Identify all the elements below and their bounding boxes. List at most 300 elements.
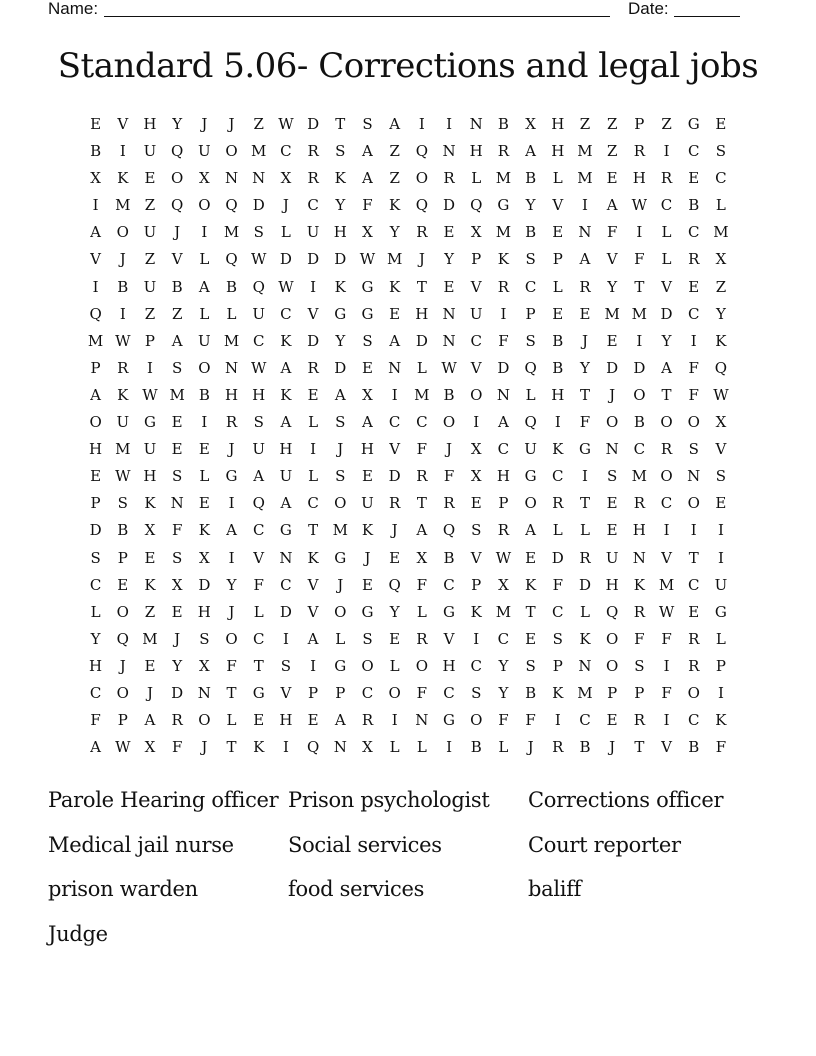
- grid-letter[interactable]: C: [687, 142, 700, 161]
- grid-letter[interactable]: L: [579, 521, 590, 540]
- grid-letter[interactable]: W: [278, 277, 294, 296]
- grid-letter[interactable]: V: [90, 250, 102, 269]
- grid-letter[interactable]: Q: [116, 629, 129, 648]
- grid-letter[interactable]: Y: [498, 683, 509, 702]
- grid-letter[interactable]: C: [280, 142, 292, 161]
- grid-letter[interactable]: V: [389, 440, 401, 459]
- grid-letter[interactable]: K: [198, 521, 210, 540]
- grid-letter[interactable]: Y: [607, 277, 618, 296]
- grid-letter[interactable]: M: [332, 521, 348, 540]
- grid-letter[interactable]: M: [251, 142, 267, 161]
- grid-letter[interactable]: T: [226, 738, 237, 757]
- grid-letter[interactable]: X: [144, 738, 156, 757]
- grid-letter[interactable]: E: [144, 169, 156, 188]
- grid-letter[interactable]: U: [143, 277, 157, 296]
- grid-letter[interactable]: B: [117, 277, 129, 296]
- grid-letter[interactable]: Q: [524, 413, 537, 432]
- grid-letter[interactable]: S: [607, 467, 618, 486]
- grid-letter[interactable]: M: [495, 223, 512, 242]
- grid-letter[interactable]: Y: [335, 331, 346, 350]
- grid-letter[interactable]: E: [307, 385, 319, 404]
- grid-letter[interactable]: R: [552, 738, 564, 757]
- grid-letter[interactable]: Y: [90, 629, 101, 648]
- grid-letter[interactable]: E: [90, 115, 102, 133]
- grid-letter[interactable]: H: [224, 385, 239, 404]
- grid-letter[interactable]: F: [416, 440, 428, 459]
- grid-letter[interactable]: J: [527, 738, 534, 757]
- grid-letter[interactable]: Z: [389, 169, 400, 188]
- grid-letter[interactable]: D: [578, 575, 591, 594]
- grid-letter[interactable]: C: [633, 440, 646, 459]
- grid-letter[interactable]: A: [280, 413, 292, 432]
- grid-letter[interactable]: D: [198, 575, 211, 594]
- grid-letter[interactable]: I: [690, 521, 697, 540]
- grid-letter[interactable]: E: [688, 169, 700, 188]
- grid-letter[interactable]: J: [228, 602, 235, 621]
- grid-letter[interactable]: Q: [415, 196, 428, 215]
- grid-letter[interactable]: C: [579, 711, 591, 730]
- grid-letter[interactable]: F: [634, 629, 645, 648]
- grid-letter[interactable]: A: [90, 385, 102, 404]
- grid-letter[interactable]: Q: [225, 250, 238, 269]
- grid-letter[interactable]: T: [416, 494, 427, 513]
- grid-letter[interactable]: B: [198, 385, 210, 404]
- grid-letter[interactable]: C: [89, 683, 102, 702]
- grid-letter[interactable]: O: [225, 629, 238, 648]
- grid-letter[interactable]: Y: [172, 656, 183, 675]
- grid-letter[interactable]: J: [174, 223, 181, 242]
- grid-letter[interactable]: S: [253, 223, 264, 242]
- grid-letter[interactable]: W: [251, 250, 267, 269]
- grid-letter[interactable]: B: [117, 521, 129, 540]
- grid-letter[interactable]: K: [117, 385, 129, 404]
- grid-letter[interactable]: K: [253, 738, 265, 757]
- grid-letter[interactable]: E: [470, 494, 482, 513]
- grid-letter[interactable]: E: [525, 629, 537, 648]
- grid-letter[interactable]: M: [631, 304, 648, 323]
- grid-letter[interactable]: H: [89, 440, 103, 459]
- grid-letter[interactable]: Y: [226, 575, 237, 594]
- grid-letter[interactable]: Z: [144, 250, 156, 269]
- grid-letter[interactable]: E: [443, 223, 455, 242]
- grid-letter[interactable]: U: [279, 467, 293, 486]
- grid-letter[interactable]: O: [442, 413, 456, 432]
- grid-letter[interactable]: F: [416, 575, 428, 594]
- grid-letter[interactable]: L: [661, 250, 672, 269]
- grid-letter[interactable]: L: [226, 711, 237, 730]
- grid-letter[interactable]: A: [389, 331, 401, 350]
- grid-letter[interactable]: Q: [388, 575, 401, 594]
- grid-letter[interactable]: S: [362, 115, 373, 133]
- grid-letter[interactable]: M: [658, 575, 675, 594]
- grid-letter[interactable]: F: [579, 413, 591, 432]
- grid-letter[interactable]: B: [633, 413, 645, 432]
- grid-letter[interactable]: F: [90, 711, 101, 730]
- grid-letter[interactable]: Z: [661, 115, 672, 133]
- grid-letter[interactable]: E: [253, 711, 265, 730]
- grid-letter[interactable]: I: [554, 413, 561, 432]
- grid-letter[interactable]: K: [470, 602, 482, 621]
- grid-letter[interactable]: I: [119, 304, 126, 323]
- grid-letter[interactable]: R: [579, 548, 591, 567]
- grid-letter[interactable]: T: [416, 277, 427, 296]
- date-blank-line[interactable]: [674, 16, 740, 17]
- grid-letter[interactable]: N: [170, 494, 184, 513]
- grid-letter[interactable]: C: [443, 683, 455, 702]
- grid-letter[interactable]: F: [552, 575, 563, 594]
- grid-letter[interactable]: J: [581, 331, 588, 350]
- grid-letter[interactable]: Z: [606, 142, 618, 161]
- grid-letter[interactable]: O: [334, 602, 347, 621]
- grid-letter[interactable]: U: [143, 223, 157, 242]
- grid-letter[interactable]: K: [552, 440, 564, 459]
- grid-letter[interactable]: U: [524, 440, 537, 459]
- grid-letter[interactable]: I: [663, 521, 670, 540]
- grid-letter[interactable]: I: [663, 142, 670, 161]
- grid-letter[interactable]: V: [307, 304, 319, 323]
- grid-letter[interactable]: M: [87, 331, 104, 350]
- grid-letter[interactable]: H: [197, 602, 211, 621]
- grid-letter[interactable]: S: [362, 331, 373, 350]
- grid-letter[interactable]: R: [497, 521, 510, 540]
- grid-letter[interactable]: W: [713, 385, 729, 404]
- grid-letter[interactable]: D: [388, 467, 401, 486]
- grid-letter[interactable]: D: [307, 115, 320, 133]
- grid-letter[interactable]: X: [171, 575, 183, 594]
- grid-letter[interactable]: E: [606, 331, 618, 350]
- grid-letter[interactable]: A: [171, 331, 183, 350]
- grid-letter[interactable]: F: [606, 223, 618, 242]
- grid-letter[interactable]: O: [606, 413, 619, 432]
- grid-letter[interactable]: B: [688, 196, 700, 215]
- grid-letter[interactable]: I: [717, 521, 724, 540]
- grid-letter[interactable]: E: [552, 304, 564, 323]
- grid-letter[interactable]: S: [634, 656, 645, 675]
- grid-letter[interactable]: P: [525, 304, 536, 323]
- grid-letter[interactable]: C: [552, 467, 564, 486]
- grid-letter[interactable]: H: [415, 304, 429, 323]
- grid-letter[interactable]: S: [688, 440, 699, 459]
- grid-letter[interactable]: Q: [171, 142, 184, 161]
- grid-letter[interactable]: C: [524, 277, 537, 296]
- grid-letter[interactable]: D: [660, 304, 673, 323]
- grid-letter[interactable]: G: [361, 602, 374, 621]
- grid-letter[interactable]: D: [606, 358, 619, 377]
- grid-letter[interactable]: Y: [444, 250, 454, 269]
- grid-letter[interactable]: Y: [715, 304, 726, 323]
- grid-letter[interactable]: P: [552, 250, 563, 269]
- grid-letter[interactable]: J: [337, 440, 344, 459]
- grid-letter[interactable]: D: [497, 358, 510, 377]
- grid-letter[interactable]: G: [143, 413, 156, 432]
- grid-letter[interactable]: A: [144, 711, 156, 730]
- grid-letter[interactable]: R: [117, 358, 129, 377]
- grid-letter[interactable]: Z: [144, 196, 156, 215]
- grid-letter[interactable]: S: [172, 548, 183, 567]
- grid-letter[interactable]: Q: [606, 602, 619, 621]
- grid-letter[interactable]: R: [633, 142, 645, 161]
- grid-letter[interactable]: F: [688, 358, 699, 377]
- grid-letter[interactable]: H: [442, 656, 456, 675]
- grid-letter[interactable]: J: [201, 738, 208, 757]
- grid-letter[interactable]: O: [415, 169, 428, 188]
- grid-letter[interactable]: A: [362, 169, 373, 188]
- grid-letter[interactable]: I: [119, 142, 126, 161]
- grid-letter[interactable]: U: [252, 304, 266, 323]
- grid-letter[interactable]: D: [334, 250, 347, 269]
- grid-letter[interactable]: L: [335, 629, 346, 648]
- grid-letter[interactable]: X: [525, 115, 536, 133]
- grid-letter[interactable]: I: [636, 331, 643, 350]
- grid-letter[interactable]: J: [228, 440, 235, 459]
- grid-letter[interactable]: E: [144, 656, 156, 675]
- grid-letter[interactable]: M: [604, 304, 620, 323]
- grid-letter[interactable]: P: [117, 711, 128, 730]
- grid-letter[interactable]: C: [552, 602, 564, 621]
- grid-letter[interactable]: N: [197, 683, 211, 702]
- grid-letter[interactable]: S: [199, 629, 210, 648]
- grid-letter[interactable]: I: [310, 656, 317, 675]
- grid-letter[interactable]: J: [201, 115, 208, 133]
- grid-letter[interactable]: N: [224, 169, 239, 188]
- grid-letter[interactable]: C: [470, 331, 482, 350]
- grid-letter[interactable]: P: [552, 656, 563, 675]
- grid-letter[interactable]: D: [307, 250, 320, 269]
- grid-letter[interactable]: A: [280, 358, 292, 377]
- grid-letter[interactable]: K: [389, 196, 401, 215]
- grid-letter[interactable]: G: [279, 521, 292, 540]
- grid-letter[interactable]: Y: [580, 358, 590, 377]
- grid-letter[interactable]: M: [142, 629, 158, 648]
- grid-letter[interactable]: A: [579, 250, 591, 269]
- grid-letter[interactable]: F: [226, 656, 237, 675]
- grid-letter[interactable]: L: [525, 385, 536, 404]
- grid-letter[interactable]: E: [715, 115, 727, 133]
- grid-letter[interactable]: L: [552, 169, 563, 188]
- grid-letter[interactable]: K: [144, 494, 156, 513]
- grid-letter[interactable]: K: [497, 250, 510, 269]
- grid-letter[interactable]: E: [198, 440, 210, 459]
- grid-letter[interactable]: N: [578, 656, 592, 675]
- grid-letter[interactable]: M: [495, 169, 512, 188]
- grid-letter[interactable]: T: [226, 683, 237, 702]
- grid-letter[interactable]: I: [391, 711, 398, 730]
- grid-letter[interactable]: C: [280, 304, 292, 323]
- grid-letter[interactable]: S: [471, 683, 482, 702]
- grid-letter[interactable]: C: [388, 413, 401, 432]
- grid-letter[interactable]: S: [715, 142, 727, 161]
- grid-letter[interactable]: T: [308, 521, 319, 540]
- grid-letter[interactable]: N: [252, 169, 266, 188]
- grid-letter[interactable]: F: [688, 385, 699, 404]
- grid-letter[interactable]: Y: [389, 602, 400, 621]
- grid-letter[interactable]: I: [310, 277, 317, 296]
- grid-letter[interactable]: L: [579, 602, 590, 621]
- grid-letter[interactable]: J: [337, 575, 344, 594]
- grid-letter[interactable]: V: [280, 683, 292, 702]
- grid-letter[interactable]: T: [579, 385, 590, 404]
- grid-letter[interactable]: V: [661, 548, 672, 567]
- grid-letter[interactable]: N: [496, 385, 510, 404]
- grid-letter[interactable]: O: [660, 467, 673, 486]
- grid-letter[interactable]: H: [252, 385, 266, 404]
- grid-letter[interactable]: M: [169, 385, 185, 404]
- grid-letter[interactable]: Z: [144, 304, 156, 323]
- grid-letter[interactable]: C: [687, 711, 700, 730]
- grid-letter[interactable]: I: [446, 115, 452, 133]
- grid-letter[interactable]: X: [416, 548, 428, 567]
- grid-letter[interactable]: X: [470, 467, 482, 486]
- grid-letter[interactable]: U: [143, 440, 157, 459]
- grid-letter[interactable]: C: [687, 575, 700, 594]
- grid-letter[interactable]: O: [198, 358, 211, 377]
- name-blank-line[interactable]: [104, 16, 610, 17]
- grid-letter[interactable]: I: [282, 738, 289, 757]
- grid-letter[interactable]: L: [253, 602, 264, 621]
- grid-letter[interactable]: E: [307, 711, 319, 730]
- grid-letter[interactable]: O: [334, 494, 347, 513]
- grid-letter[interactable]: K: [334, 277, 346, 296]
- grid-letter[interactable]: R: [416, 629, 428, 648]
- grid-letter[interactable]: M: [115, 440, 131, 459]
- grid-letter[interactable]: U: [198, 142, 211, 161]
- grid-letter[interactable]: K: [633, 575, 645, 594]
- grid-letter[interactable]: M: [577, 142, 593, 161]
- grid-letter[interactable]: A: [389, 115, 401, 133]
- grid-letter[interactable]: P: [634, 683, 645, 702]
- grid-letter[interactable]: E: [361, 467, 373, 486]
- grid-letter[interactable]: O: [225, 142, 238, 161]
- grid-letter[interactable]: L: [715, 629, 726, 648]
- grid-letter[interactable]: I: [554, 711, 561, 730]
- grid-letter[interactable]: A: [334, 711, 346, 730]
- grid-letter[interactable]: B: [443, 385, 455, 404]
- grid-letter[interactable]: V: [307, 602, 319, 621]
- grid-letter[interactable]: U: [469, 304, 483, 323]
- grid-letter[interactable]: K: [524, 575, 537, 594]
- grid-letter[interactable]: L: [199, 304, 210, 323]
- grid-letter[interactable]: R: [633, 494, 645, 513]
- grid-letter[interactable]: J: [391, 521, 398, 540]
- grid-letter[interactable]: R: [443, 169, 455, 188]
- grid-letter[interactable]: V: [552, 196, 564, 215]
- grid-letter[interactable]: I: [663, 711, 670, 730]
- grid-letter[interactable]: H: [143, 467, 157, 486]
- grid-letter[interactable]: F: [498, 331, 509, 350]
- grid-letter[interactable]: M: [115, 196, 131, 215]
- grid-letter[interactable]: H: [551, 385, 565, 404]
- grid-letter[interactable]: L: [498, 738, 509, 757]
- grid-letter[interactable]: A: [307, 629, 319, 648]
- grid-letter[interactable]: C: [660, 494, 673, 513]
- grid-letter[interactable]: G: [578, 440, 591, 459]
- grid-letter[interactable]: J: [364, 548, 371, 567]
- grid-letter[interactable]: R: [416, 223, 428, 242]
- grid-letter[interactable]: F: [171, 738, 183, 757]
- grid-letter[interactable]: A: [362, 142, 373, 161]
- grid-letter[interactable]: E: [606, 494, 618, 513]
- grid-letter[interactable]: Y: [525, 196, 536, 215]
- grid-letter[interactable]: F: [661, 629, 672, 648]
- grid-letter[interactable]: N: [415, 711, 429, 730]
- grid-letter[interactable]: Y: [172, 115, 183, 133]
- grid-letter[interactable]: T: [525, 602, 536, 621]
- grid-letter[interactable]: O: [171, 169, 184, 188]
- grid-letter[interactable]: E: [171, 602, 183, 621]
- grid-letter[interactable]: D: [307, 331, 320, 350]
- grid-letter[interactable]: W: [441, 358, 457, 377]
- grid-letter[interactable]: O: [524, 494, 537, 513]
- grid-letter[interactable]: H: [89, 656, 103, 675]
- grid-letter[interactable]: H: [551, 115, 565, 133]
- grid-letter[interactable]: I: [147, 358, 153, 377]
- grid-letter[interactable]: L: [280, 223, 291, 242]
- grid-letter[interactable]: E: [198, 494, 210, 513]
- grid-letter[interactable]: D: [89, 521, 102, 540]
- grid-letter[interactable]: R: [171, 711, 183, 730]
- grid-letter[interactable]: L: [552, 521, 563, 540]
- grid-letter[interactable]: W: [631, 196, 648, 215]
- grid-letter[interactable]: I: [201, 223, 208, 242]
- grid-letter[interactable]: R: [443, 494, 455, 513]
- grid-letter[interactable]: J: [146, 683, 153, 702]
- grid-letter[interactable]: W: [495, 548, 512, 567]
- grid-letter[interactable]: U: [361, 494, 374, 513]
- grid-letter[interactable]: J: [446, 440, 453, 459]
- grid-letter[interactable]: R: [307, 358, 319, 377]
- grid-letter[interactable]: I: [391, 385, 398, 404]
- grid-letter[interactable]: D: [334, 358, 347, 377]
- grid-letter[interactable]: I: [636, 223, 643, 242]
- grid-letter[interactable]: D: [633, 358, 646, 377]
- grid-letter[interactable]: J: [609, 738, 616, 757]
- grid-letter[interactable]: F: [525, 711, 536, 730]
- grid-letter[interactable]: O: [116, 602, 129, 621]
- grid-letter[interactable]: X: [280, 169, 292, 188]
- grid-letter[interactable]: L: [471, 169, 482, 188]
- grid-letter[interactable]: E: [525, 548, 537, 567]
- grid-letter[interactable]: C: [361, 683, 374, 702]
- grid-letter[interactable]: K: [715, 331, 727, 350]
- grid-letter[interactable]: Z: [253, 115, 264, 133]
- grid-letter[interactable]: G: [225, 467, 238, 486]
- grid-letter[interactable]: U: [605, 548, 619, 567]
- grid-letter[interactable]: H: [143, 115, 157, 133]
- grid-letter[interactable]: O: [198, 196, 211, 215]
- grid-letter[interactable]: G: [443, 711, 456, 730]
- grid-letter[interactable]: E: [171, 413, 183, 432]
- grid-letter[interactable]: R: [633, 711, 645, 730]
- grid-letter[interactable]: R: [688, 250, 700, 269]
- grid-letter[interactable]: W: [278, 115, 294, 133]
- grid-letter[interactable]: P: [471, 575, 482, 594]
- grid-letter[interactable]: F: [661, 683, 672, 702]
- grid-letter[interactable]: O: [606, 656, 619, 675]
- grid-letter[interactable]: P: [90, 494, 101, 513]
- grid-letter[interactable]: B: [525, 683, 537, 702]
- grid-letter[interactable]: I: [310, 440, 317, 459]
- grid-letter[interactable]: I: [582, 467, 588, 486]
- grid-letter[interactable]: P: [471, 250, 482, 269]
- grid-letter[interactable]: Q: [225, 196, 238, 215]
- grid-letter[interactable]: U: [143, 142, 157, 161]
- grid-letter[interactable]: F: [362, 196, 373, 215]
- grid-letter[interactable]: E: [443, 277, 455, 296]
- grid-letter[interactable]: N: [279, 548, 293, 567]
- grid-letter[interactable]: M: [631, 467, 648, 486]
- grid-letter[interactable]: L: [715, 196, 726, 215]
- grid-letter[interactable]: L: [90, 602, 101, 621]
